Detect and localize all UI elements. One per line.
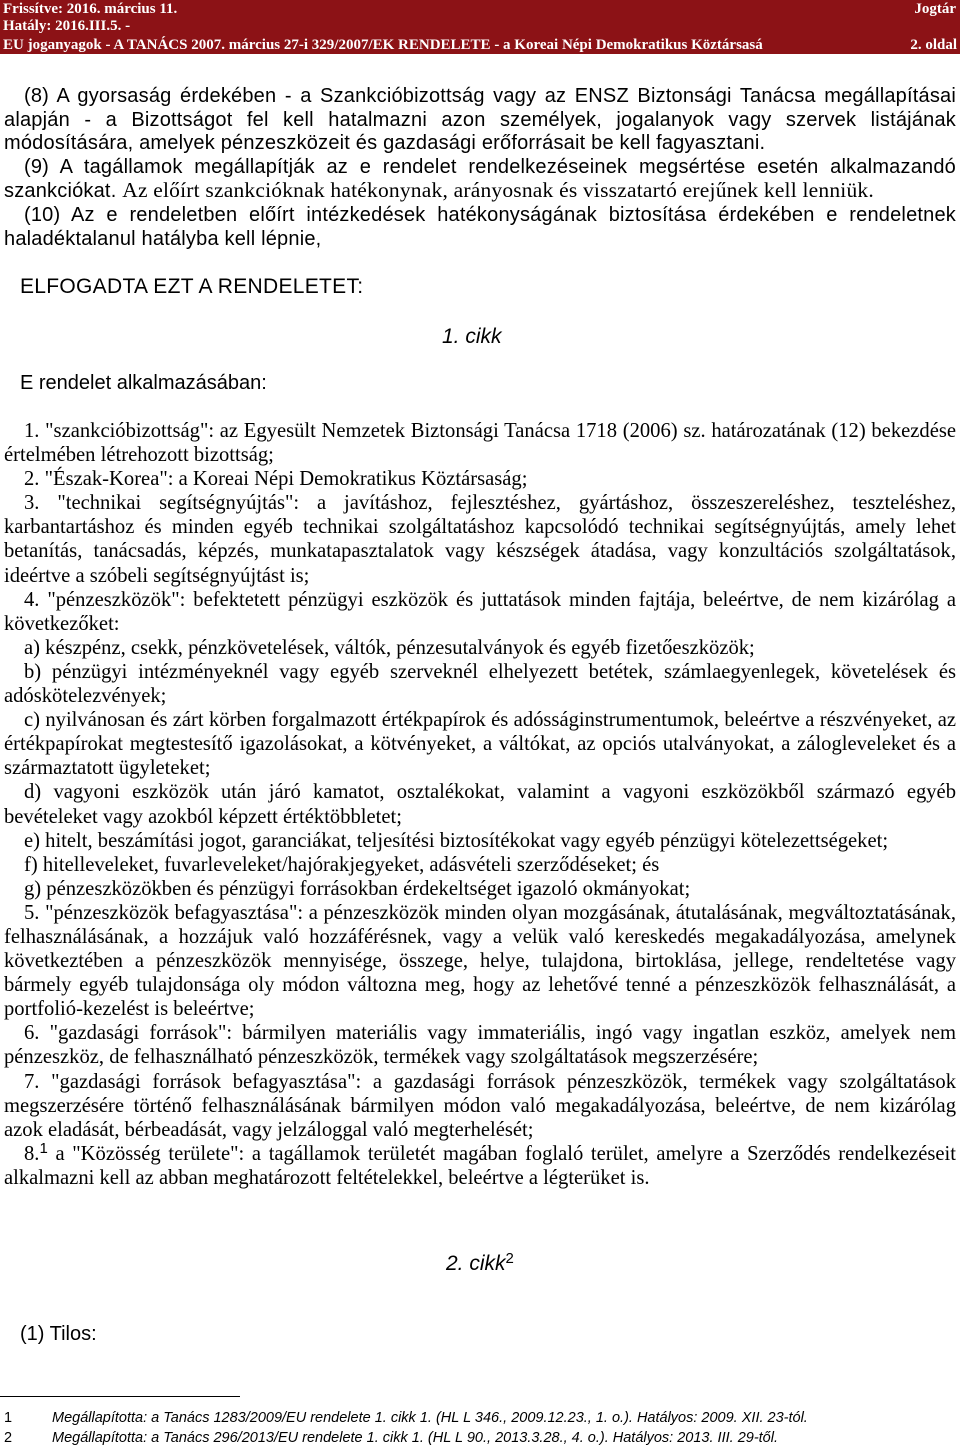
recital-9 — [4, 156, 956, 204]
definition-item-8 — [4, 1139, 956, 1190]
footnote-1 — [0, 1408, 960, 1428]
footnote-divider — [0, 1396, 240, 1397]
definition-item: 4. "pénzeszközök": befektetett pénzügyi eszközök és juttatások minden fajtája, beleértve, de nem kizárólag a következőket: — [4, 588, 956, 635]
definition-subitem: a) készpénz, csekk, pénzkövetelések, váltók, pénzesutalványok és egyéb fizetőeszközök; — [24, 636, 755, 659]
article-2-title — [446, 1252, 514, 1276]
brand-name: Jogtár — [914, 1, 956, 17]
footnote-2 — [0, 1428, 960, 1448]
footnote-number: 2 — [4, 1430, 13, 1446]
recitals — [4, 85, 956, 251]
definition-item: 3. "technikai segítségnyújtás": a javításhoz, fejlesztéshez, gyártáshoz, összeszereléshez, teszteléshez, karbantartáshoz és minden egyéb technikai szolgáltatáshoz kapcsolódó technikai segítségnyújtás, amely lehet betanítás, tanácsadás, képzés, munkatapasztalatok vagy készségek átadása, vagy konzultációs szolgáltatások, ideértve a szóbeli segítségnyújtást is; — [4, 492, 956, 587]
effective-date: Hatály: 2016.III.5. - — [3, 18, 131, 34]
footnotes — [0, 1408, 960, 1448]
footnote-text: Megállapította: a Tanács 296/2013/EU rendelete 1. cikk 1. (HL L 90., 2013.3.28., 4. o.). Hatályos: 2013. III. 29-től. — [52, 1430, 778, 1446]
footnote-ref-1[interactable]: 1 — [39, 1139, 48, 1157]
definition-subitem: f) hitelleveleket, fuvarleveleket/hajórakjegyeket, adásvételi szerződéseket; és — [24, 853, 660, 876]
definition-item: 5. "pénzeszközök befagyasztása": a pénzeszközök minden olyan mozgásának, átutalásának, megváltoztatásának, felhasználásának, a hozzájuk való hozzáférésnek, vagy a velük való kereskedés megakadályozása, amelynek következtében a pénzeszközök mennyisége, összege, helye, tulajdona, birtoklása, jellege, rendeltetése vagy bármely egyéb tulajdonsága oly módon változna meg, hogy az lehetővé tenné a pénzeszközök felhasználását, a portfolió-kezelést is beleértve; — [4, 901, 956, 1021]
item-8-number: 8. — [24, 1142, 40, 1165]
definition-item: 7. "gazdasági források befagyasztása": a gazdasági források pénzeszközök, termékek vagy szolgáltatások megszerzésére történő felhasználásának bármilyen módon való megakadályozása, beleértve, de nem kizárólag azok eladását, bérbeadását, vagy jelzáloggal való megterhelését; — [4, 1070, 956, 1141]
document-title: EU joganyagok - A TANÁCS 2007. március 27-i 329/2007/EK RENDELETE - a Koreai Népi Demokratikus Köztársasá — [3, 37, 763, 53]
item-8-text: a "Közösség területe": a tagállamok területét magában foglaló terület, amelyre a Szerződés rendelkezéseit alkalmazni kell az abban meghatározott feltételekkel, beleértve a légterüket is. — [4, 1142, 956, 1189]
definition-subitem: d) vagyoni eszközök után járó kamatot, osztalékokat, valamint a vagyoni eszközökből származó egyéb bevételeket vagy azokból képzett értéktöbbletet; — [4, 781, 956, 828]
article-2-title-text: 2. cikk — [446, 1252, 506, 1275]
footnote-number: 1 — [4, 1410, 13, 1426]
recital-10: (10) Az e rendeletben előírt intézkedések hatékonyságának biztosítása érdekében e rendeletnek haladéktalanul hatályba kell lépnie, — [4, 203, 956, 250]
refreshed-date: Frissítve: 2016. március 11. — [3, 1, 178, 17]
article-1-title: 1. cikk — [442, 325, 502, 348]
page-number: 2. oldal — [910, 37, 957, 53]
recital-8: (8) A gyorsaság érdekében - a Szankcióbizottság vagy az ENSZ Biztonsági Tanácsa megállapításai alapján - a Bizottságot fel kell hatalmazni azon személyek, jogalanyok vagy szervek listájának módosítására, amelyek pénzeszközeit és gazdasági erőforrásait be kell fagyasztani. — [4, 85, 956, 155]
footnote-text: Megállapította: a Tanács 1283/2009/EU rendelete 1. cikk 1. (HL L 346., 2009.12.23., 1. o.). Hatályos: 2009. XII. 23-tól. — [52, 1410, 808, 1426]
page-header — [0, 0, 960, 54]
definition-item: 1. "szankcióbizottság": az Egyesült Nemzetek Biztonsági Tanácsa 1718 (2006) sz. határozatának (12) bekezdése értelmében létrehozott bizottság; — [4, 420, 956, 467]
header-title-row — [3, 36, 957, 54]
adoption-heading: ELFOGADTA EZT A RENDELETET: — [20, 275, 364, 298]
recital-9-second: Az előírt szankcióknak hatékonynak, arányosnak és visszatartó erejűnek kell lenniük. — [122, 178, 874, 203]
definition-item: 6. "gazdasági források": bármilyen materiális vagy immateriális, ingó vagy ingatlan eszköz, amelyek nem pénzeszköz, de felhasználható pénzeszközök, termékek vagy szolgáltatások megszerzésére; — [4, 1022, 956, 1069]
definition-subitem: c) nyilvánosan és zárt körben forgalmazott értékpapírok és adósságinstrumentumok, beleértve a részvényeket, az értékpapírokat megtestesítő igazolásokat, a kötvényeket, a váltókat, az opciós utalványokat, a zálogleveleket és a származtatott ügyleteket; — [4, 709, 956, 780]
article-2-intro: (1) Tilos: — [20, 1323, 97, 1345]
recital-9-first: (9) A tagállamok megállapítják az e rendelet rendelkezéseinek megsértése esetén alkalmazandó szankciókat. — [4, 155, 956, 203]
article-1-intro: E rendelet alkalmazásában: — [20, 372, 267, 394]
definitions-list — [4, 419, 956, 1190]
footnote-ref-2[interactable]: 2 — [505, 1250, 514, 1267]
definition-item: 2. "Észak-Korea": a Koreai Népi Demokratikus Köztársaság; — [24, 468, 528, 491]
definition-subitem: e) hitelt, beszámítási jogot, garanciákat, teljesítési biztosítékokat vagy egyéb pénzügyi kötelezettségeket; — [24, 829, 889, 852]
definition-subitem: b) pénzügyi intézményeknél vagy egyéb szerveknél elhelyezett betétek, számlaegyenlegek, követelések és adóskötelezvények; — [4, 660, 956, 708]
definition-subitem: g) pénzeszközökben és pénzügyi forrásokban érdekeltséget igazoló okmányokat; — [24, 877, 691, 900]
